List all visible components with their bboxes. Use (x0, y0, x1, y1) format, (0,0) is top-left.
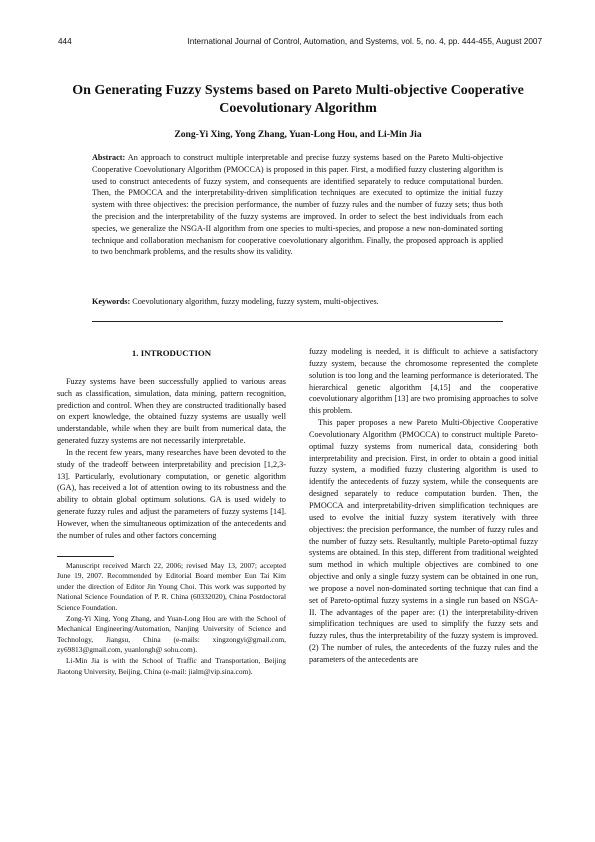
body-paragraph: In the recent few years, many researches have been devoted to the study of the tradeoff between interpretability and precision [1,2,3-13]. Particularly, evolutionary computation, or genetic algorithm (GA), has received a lot of attention owing to its robustness and the ability to obtain global optimum solutions. GA is used widely to generate fuzzy rules and adjust the parameters of fuzzy systems [14]. However, when the simultaneous optimization of the antecedents and the number of rules and other factors concerning (57, 447, 286, 540)
left-column (57, 346, 286, 677)
running-head (58, 37, 542, 47)
body-paragraph: fuzzy modeling is needed, it is difficult to achieve a satisfactory fuzzy system, because the chromosome represented the complete solution is too long and the learning performance is deteriorated. The hierarchical genetic algorithm [4,15] and the cooperative coevolutionary algorithm [13] are two promising approaches to solve this problem. (309, 347, 538, 416)
abstract-divider (92, 321, 503, 322)
keywords (92, 296, 503, 308)
keywords-label: Keywords: (92, 297, 131, 306)
footnote-affiliation: Zong-Yi Xing, Yong Zhang, and Yuan-Long Hou are with the School of Mechanical Engineering/Automation, Nanjing University of Science and Technology, Jiangsu, China (e-mails: xingzongyi@gmail.com, zy69813@gmail.com, yuanlongh@ sohu.com). (57, 613, 286, 655)
footnote-affiliation: Li-Min Jia is with the School of Traffic and Transportation, Beijing Jiaotong University, Beijing, China (e-mail: jialm@vip.sina.com). (57, 656, 286, 676)
author-list: Zong-Yi Xing, Yong Zhang, Yuan-Long Hou, and Li-Min Jia (174, 129, 422, 140)
footnotes (57, 561, 286, 678)
abstract-text: An approach to construct multiple interpretable and precise fuzzy systems based on the Pareto Multi-objective Cooperative Coevolutionary Algorithm (PMOCCA) is proposed in this paper. First, a modified fuzzy clustering algorithm is used to construct antecedents of fuzzy system, and consequents are identified separately to reduce computational burden. Then, the PMOCCA and the interpretability-driven simplification techniques are executed to optimize the initial fuzzy system with three objectives: the precision performance, the number of fuzzy rules and the number of fuzzy sets; thus both the precision and the interpretability of the fuzzy systems are improved. In order to select the best individuals from each species, we generalize the NSGA-II algorithm from one species to multi-species, and propose a new non-dominated sorting technique and collaboration mechanism for cooperative coevolutionary algorithm. Finally, the proposed approach is applied to two benchmark problems, and the results show its validity. (92, 153, 503, 257)
journal-reference: International Journal of Control, Automation, and Systems, vol. 5, no. 4, pp. 444-455, August 2007 (187, 37, 542, 46)
abstract (92, 152, 503, 258)
keywords-text: Coevolutionary algorithm, fuzzy modeling, fuzzy system, multi-objectives. (132, 297, 379, 306)
footnote-divider (57, 556, 114, 557)
right-column (309, 346, 538, 666)
section-heading: 1. INTRODUCTION (131, 348, 212, 358)
paper-title: On Generating Fuzzy Systems based on Pareto Multi-objective Cooperative Coevolutionary Algorithm (72, 83, 524, 116)
footnote-manuscript: Manuscript received March 22, 2006; revised May 13, 2007; accepted June 19, 2007. Recommended by Editorial Board member Eun Tai Kim under the direction of Editor Jin Young Choi. This work was supported by National Science Foundation of P. R. China (60332020), China Postdoctoral Science Foundation. (57, 560, 286, 613)
abstract-label: Abstract: (92, 153, 126, 162)
page-number: 444 (58, 37, 72, 46)
body-paragraph: This paper proposes a new Pareto Multi-Objective Cooperative Coevolutionary Algorithm (PMOCCA) to construct multiple Pareto-optimal fuzzy systems from numerical data, considering both interpretability and precision. First, in order to obtain a good initial fuzzy system, a modified fuzzy clustering algorithm is used to identify the antecedents of fuzzy system, while the consequents are designed separately to reduce computation burden. Then, the PMOCCA and interpretability-driven simplification techniques are used to evolve the initial fuzzy system iteratively with three objectives: the precision performance, the number of fuzzy rules and the number of fuzzy sets. Resultantly, multiple Pareto-optimal fuzzy systems are obtained. In this step, different from traditional weighted sum method in which multiple objectives are combined to one objective and only a single fuzzy system can be obtained in one run, we propose a novel non-dominated sorting technique that can find a set of Pareto-optimal fuzzy systems in a single run based on NSGA-II. The advantages of the paper are: (1) the interpretability-driven simplification techniques are used to simplify the fuzzy sets and fuzzy rules, thus the interpretability of the fuzzy system is improved. (2) The number of rules, the antecedents of the fuzzy rules and the parameters of the antecedents are (309, 418, 538, 664)
body-paragraph: Fuzzy systems have been successfully applied to various areas such as classification, simulation, data mining, pattern recognition, prediction and control. When they are constructed traditionally based on expert knowledge, the obtained fuzzy systems are usually well understandable, while when they are built from numerical data, the generated fuzzy systems are not necessarily interpretable. (57, 376, 286, 446)
